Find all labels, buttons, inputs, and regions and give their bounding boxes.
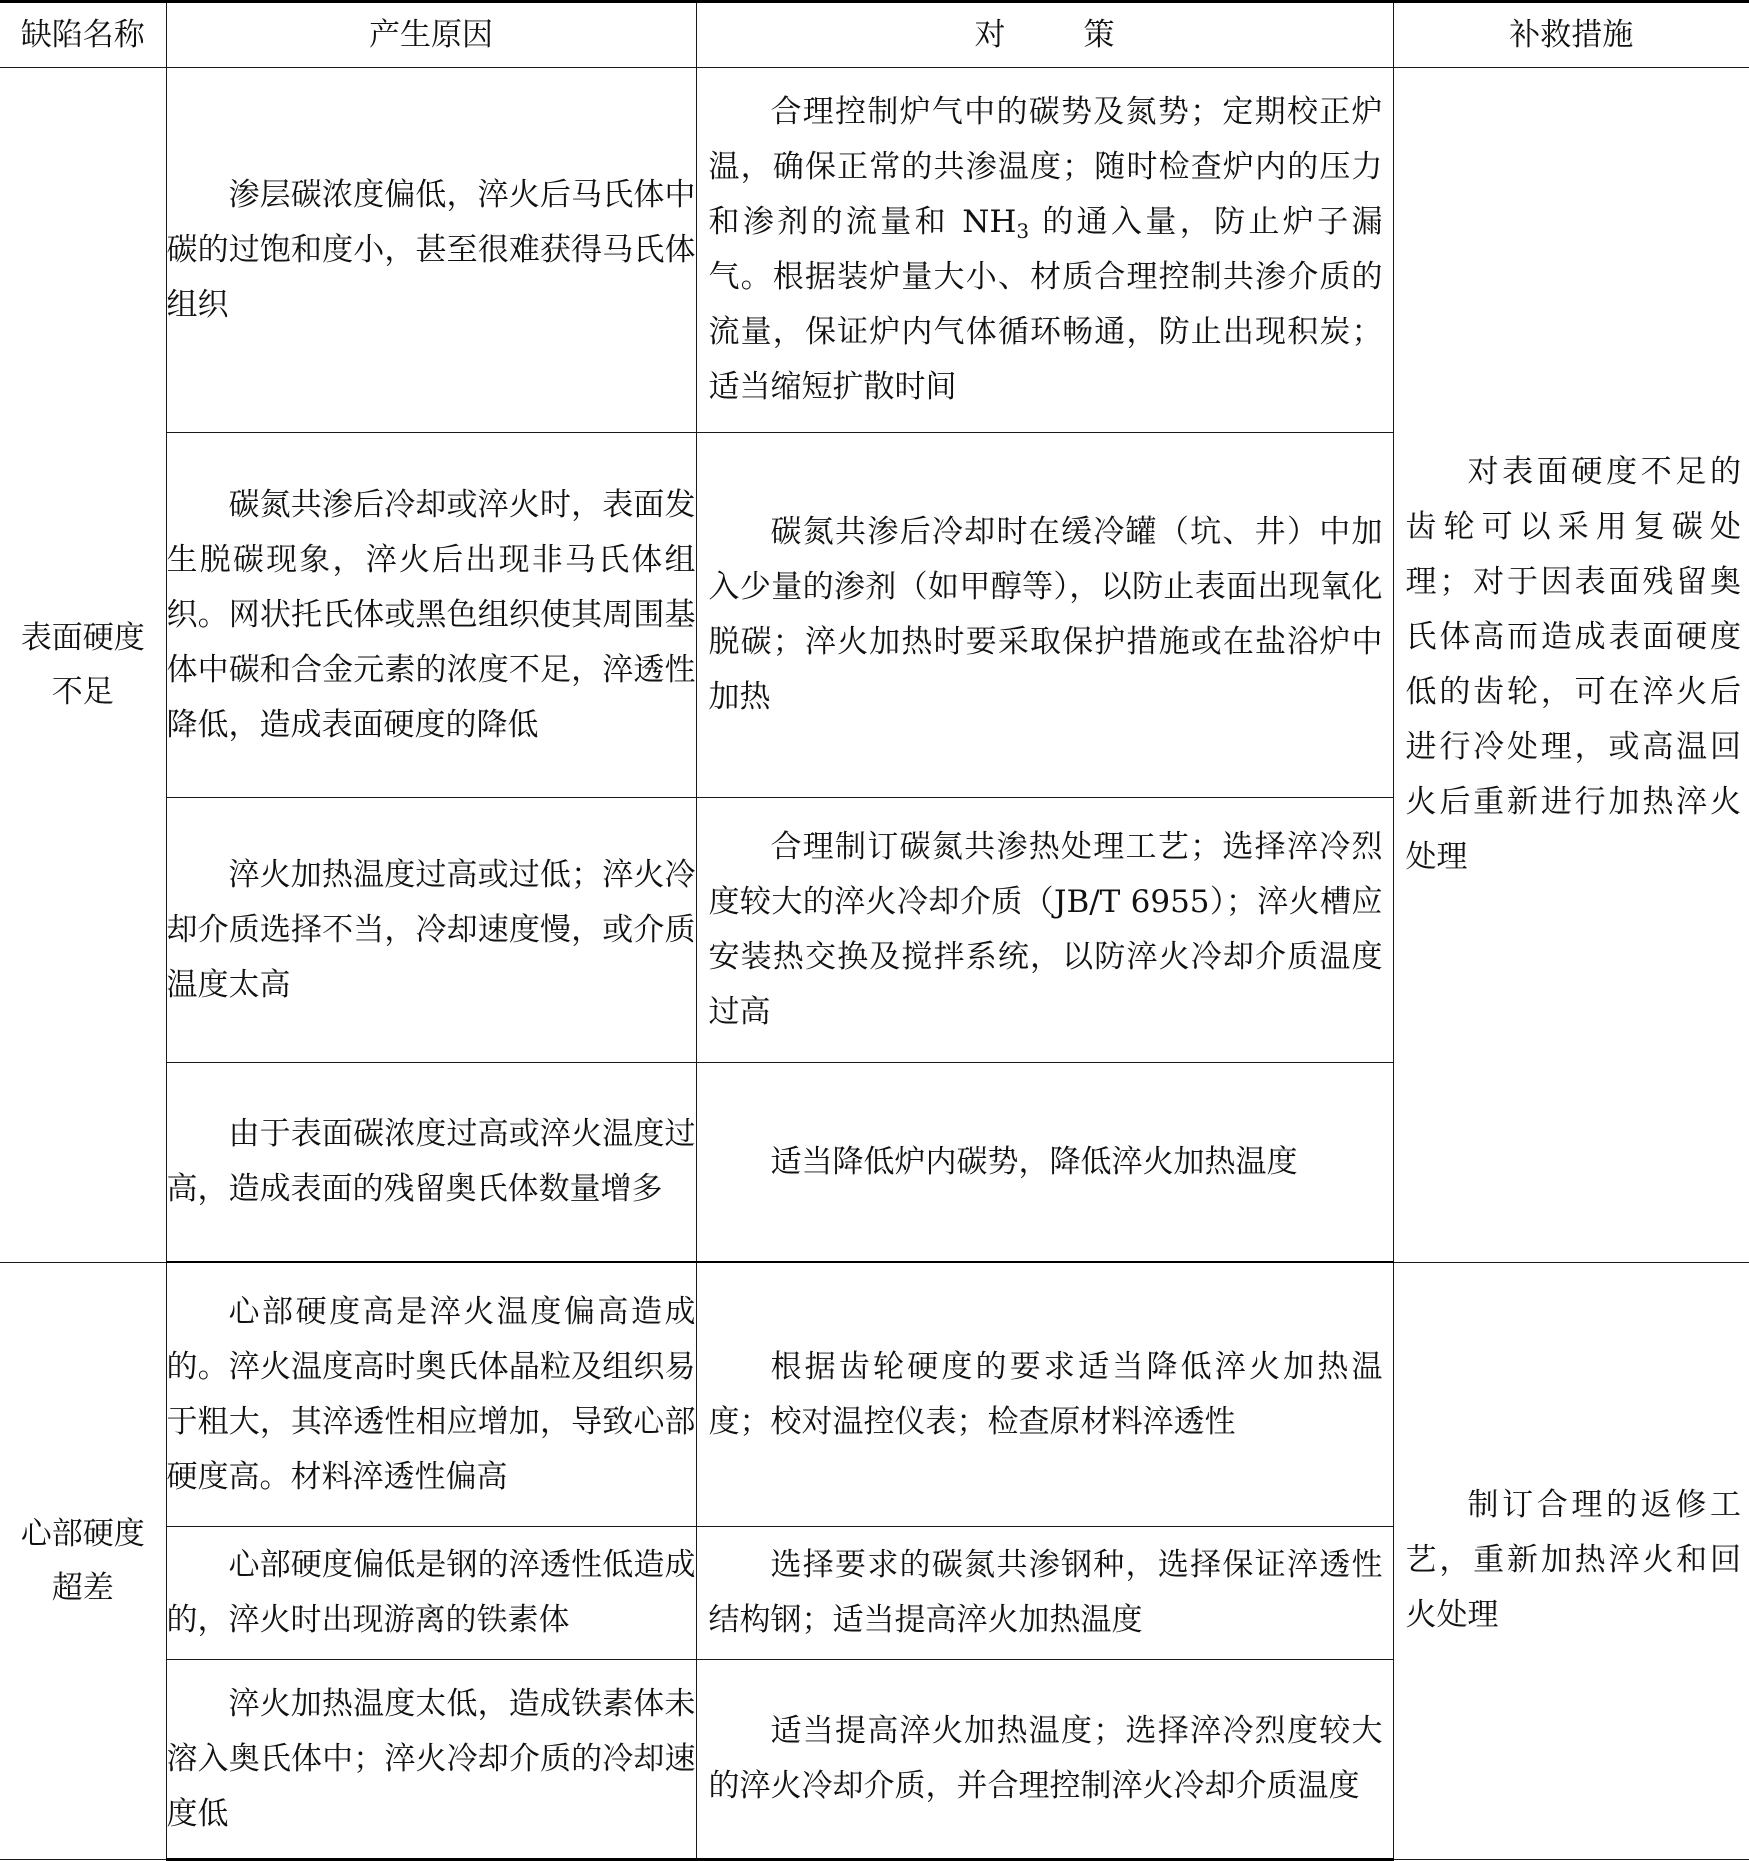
measure-cell: [696, 68, 1393, 433]
measure-cell: 碳氮共渗后冷却时在缓冷罐（坑、井）中加入少量的渗剂（如甲醇等），以防止表面出现氧化脱碳；淬火加热时要采取保护措施或在盐浴炉中加热: [696, 433, 1393, 798]
header-measure: [696, 2, 1393, 68]
measure-subscript: 3: [1016, 219, 1030, 243]
defect-name-cell: [0, 68, 166, 1263]
table-header: [0, 2, 1749, 68]
header-cause: 产生原因: [166, 2, 696, 68]
table-row: [0, 68, 1749, 433]
header-remedy: 补救措施: [1393, 2, 1749, 68]
table-row: [0, 1262, 1749, 1527]
group-surface-hardness: [0, 68, 1749, 1263]
remedy-cell: 对表面硬度不足的齿轮可以采用复碳处理；对于因表面残留奥氏体高而造成表面硬度低的齿轮，可在淬火后进行冷处理，或高温回火后重新进行加热淬火处理: [1393, 68, 1749, 1263]
cause-cell: 心部硬度偏低是钢的淬透性低造成的，淬火时出现游离的铁素体: [166, 1527, 696, 1660]
cause-cell: 碳氮共渗后冷却或淬火时，表面发生脱碳现象，淬火后出现非马氏体组织。网状托氏体或黑色组织使其周围基体中碳和合金元素的浓度不足，淬透性降低，造成表面硬度的降低: [166, 433, 696, 798]
header-row: [0, 2, 1749, 68]
defect-name-line1: 心部硬度: [20, 1515, 145, 1552]
measure-cell: 适当提高淬火加热温度；选择淬冷烈度较大的淬火冷却介质，并合理控制淬火冷却介质温度: [696, 1660, 1393, 1860]
group-core-hardness: [0, 1262, 1749, 1860]
measure-cell: 根据齿轮硬度的要求适当降低淬火加热温度；校对温控仪表；检查原材料淬透性: [696, 1262, 1393, 1527]
cause-cell: 渗层碳浓度偏低，淬火后马氏体中碳的过饱和度小，甚至很难获得马氏体组织: [166, 68, 696, 433]
header-measure-part1: 对: [974, 16, 1006, 53]
cause-cell: 淬火加热温度过高或过低；淬火冷却介质选择不当，冷却速度慢，或介质温度太高: [166, 798, 696, 1063]
header-measure-part2: 策: [1083, 16, 1115, 53]
defect-name-line1: 表面硬度: [20, 619, 145, 656]
defect-name-cell: [0, 1262, 166, 1860]
cause-cell: 淬火加热温度太低，造成铁素体未溶入奥氏体中；淬火冷却介质的冷却速度低: [166, 1660, 696, 1860]
measure-cell: 合理制订碳氮共渗热处理工艺；选择淬冷烈度较大的淬火冷却介质（JB/T 6955）；淬火槽应安装热交换及搅拌系统，以防淬火冷却介质温度过高: [696, 798, 1393, 1063]
measure-cell: 适当降低炉内碳势，降低淬火加热温度: [696, 1063, 1393, 1263]
cause-cell: 心部硬度高是淬火温度偏高造成的。淬火温度高时奥氏体晶粒及组织易于粗大，其淬透性相应增加，导致心部硬度高。材料淬透性偏高: [166, 1262, 696, 1527]
measure-text: 合理控制炉气中的碳势及氮势；定期校正炉温，确保正常的共渗温度；随时检查炉内的压力和渗剂的流量和 NH: [708, 94, 1383, 240]
header-defect-name: 缺陷名称: [0, 2, 166, 68]
defect-name-line2: 超差: [51, 1569, 114, 1606]
measure-text-cont: 的通入量，防止炉子漏气。根据装炉量大小、材质合理控制共渗介质的流量，保证炉内气体循环畅通，防止出现积炭；适当缩短扩散时间: [708, 204, 1383, 405]
remedy-cell: 制订合理的返修工艺，重新加热淬火和回火处理: [1393, 1262, 1749, 1860]
defect-name-line2: 不足: [51, 673, 114, 710]
cause-cell: 由于表面碳浓度过高或淬火温度过高，造成表面的残留奥氏体数量增多: [166, 1063, 696, 1263]
measure-cell: 选择要求的碳氮共渗钢种，选择保证淬透性结构钢；适当提高淬火加热温度: [696, 1527, 1393, 1660]
